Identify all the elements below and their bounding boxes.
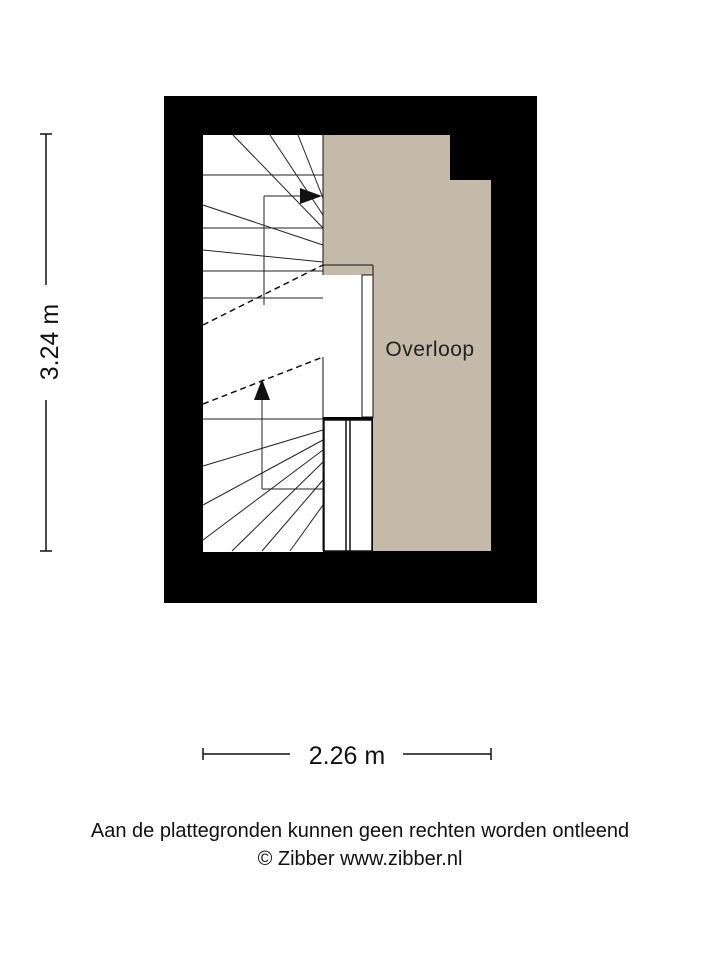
- copyright-text: © Zibber www.zibber.nl: [257, 848, 463, 870]
- height-dimension-label: 3.24 m: [36, 303, 64, 381]
- disclaimer-text: Aan de plattegronden kunnen geen rechten worden ontleend: [90, 820, 630, 842]
- width-dimension-label: 2.26 m: [308, 742, 386, 770]
- railing-wall: [362, 275, 373, 417]
- lower-steps-column: [324, 420, 372, 551]
- room-label-overloop: Overloop: [385, 338, 475, 361]
